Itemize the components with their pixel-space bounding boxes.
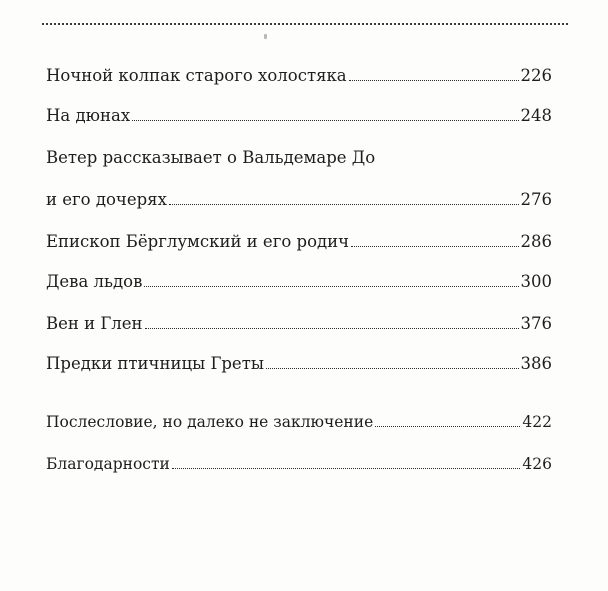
toc-entry-title: и его дочерях <box>46 190 167 209</box>
toc-entry <box>46 454 552 474</box>
top-dotted-rule <box>42 23 568 25</box>
dot-leader <box>169 204 519 205</box>
toc-entry-page: 376 <box>520 314 552 333</box>
toc-entry-page: 276 <box>520 190 552 209</box>
dot-leader <box>132 120 518 121</box>
dot-leader <box>349 80 519 81</box>
dot-leader <box>144 286 518 287</box>
dot-leader <box>351 246 518 247</box>
toc-entry <box>46 354 552 374</box>
dot-leader <box>266 368 519 369</box>
toc-entry-title: Ночной колпак старого холостяка <box>46 66 347 85</box>
toc-entry <box>46 314 552 334</box>
dot-leader <box>172 468 521 469</box>
toc-entry <box>46 66 552 86</box>
toc-entry <box>46 106 552 126</box>
toc-entry-page: 248 <box>520 106 552 125</box>
toc-entry-title: Вен и Глен <box>46 314 143 333</box>
toc-entry-page: 286 <box>520 232 552 251</box>
toc-entry-page: 226 <box>520 66 552 85</box>
toc-entry-page: 300 <box>520 272 552 291</box>
toc-entry <box>46 190 552 210</box>
toc-entry-title: На дюнах <box>46 106 131 125</box>
toc-entry-page: 422 <box>522 413 552 431</box>
dot-leader <box>375 426 520 427</box>
toc-entry-title: Предки птичницы Греты <box>46 354 264 373</box>
ink-speck <box>264 34 267 39</box>
toc-entry <box>46 412 552 432</box>
toc-entry <box>46 272 552 292</box>
toc-entry-title: Дева льдов <box>46 272 143 291</box>
toc-entry-title-line1: Ветер рассказывает о Вальдемаре До <box>46 148 376 167</box>
toc-entry-page: 426 <box>522 455 552 473</box>
toc-entry-page: 386 <box>520 354 552 373</box>
toc-entry <box>46 232 552 252</box>
toc-entry-title: Благодарности <box>46 455 170 473</box>
dot-leader <box>145 328 519 329</box>
toc-entry-title: Послесловие, но далеко не заключение <box>46 413 374 431</box>
toc-entry-title: Епископ Бёрглумский и его родич <box>46 232 350 251</box>
